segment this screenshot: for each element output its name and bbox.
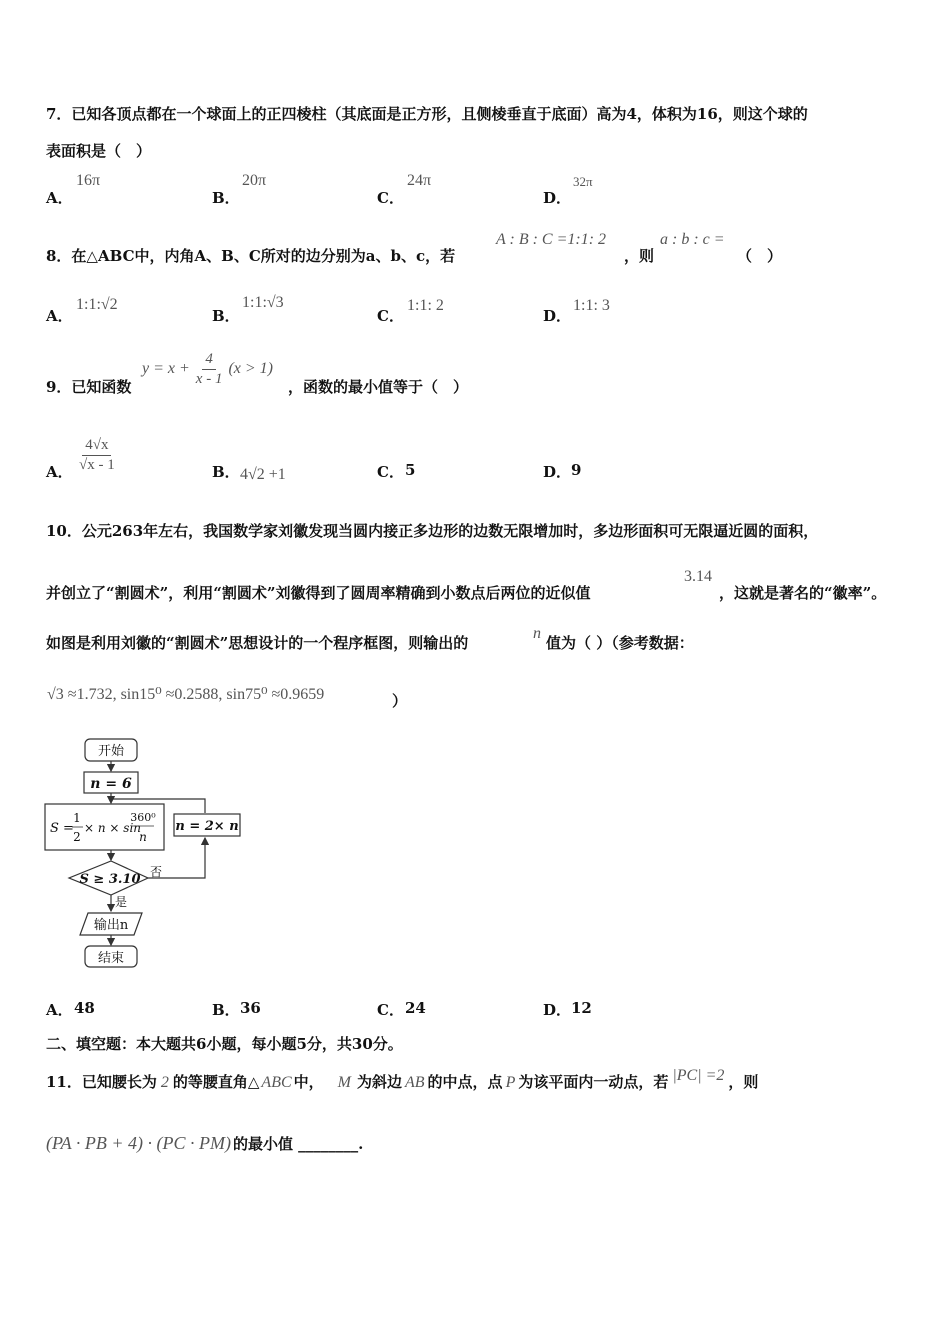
q9-option-a-label: A． [46, 463, 73, 481]
q10-option-d-label: D． [543, 1001, 572, 1019]
q9-stem-part1: 9．已知函数 [46, 378, 132, 396]
q9-option-b-label: B． [212, 463, 240, 481]
q8-option-a-label: A． [46, 307, 73, 325]
q8-side-ratio: a : b : c = [660, 231, 725, 248]
q10-flowchart [40, 735, 250, 975]
q9-function-denominator: x - 1 [195, 370, 223, 387]
q10-option-a-value: 48 [74, 999, 95, 1017]
q10-option-c-label: C． [377, 1001, 404, 1019]
q10-stem-line3b: 值为（ ）（参考数据： [546, 634, 694, 652]
q11-text-8: 的最小值 ________. [232, 1135, 364, 1153]
q8-option-d-label: D． [543, 307, 572, 325]
q7-stem-line1: 7．已知各顶点都在一个球面上的正四棱柱（其底面是正方形，且侧棱垂直于底面）高为4，体积为16，则这个球的 [46, 105, 808, 123]
q11-math-ab: AB [405, 1074, 425, 1091]
q9-option-d-label: D． [543, 463, 572, 481]
q11-math-pc: |PC| =2 [672, 1067, 725, 1084]
q10-option-b-value: 36 [240, 999, 261, 1017]
q7-option-b-value: 20π [242, 172, 267, 189]
q9-stem-part2: ，函数的最小值等于（ ） [288, 378, 469, 396]
q7-option-d-value: 32π [573, 174, 593, 189]
q8-option-b-label: B． [212, 307, 240, 325]
q9-function-fraction [193, 350, 226, 389]
q9-option-c-value: 5 [405, 461, 416, 479]
q9-option-a-denominator: √x - 1 [79, 456, 115, 473]
flowchart-formula-angle-num: 360⁰ [130, 811, 156, 824]
q9-option-c-label: C． [377, 463, 404, 481]
q8-option-c-label: C． [377, 307, 404, 325]
flowchart-no-label: 否 [150, 865, 163, 879]
q7-stem-line2: 表面积是（ ） [46, 142, 152, 160]
q7-option-c-label: C． [377, 189, 404, 207]
q11-text-3: 中， [293, 1073, 324, 1091]
q7-option-b-label: B． [212, 189, 240, 207]
flowchart-formula-half-den: 2 [73, 830, 81, 844]
flowchart-output-text: 输出n [93, 918, 129, 933]
q8-option-d-value: 1:1: 3 [573, 297, 610, 314]
q10-reference-data: √3 ≈1.732, sin15⁰ ≈0.2588, sin75⁰ ≈0.9659 [47, 686, 325, 703]
q9-option-d-value: 9 [571, 461, 582, 479]
flowchart-init-text: n = 6 [90, 776, 132, 792]
q8-option-c-value: 1:1: 2 [407, 297, 444, 314]
q10-option-b-label: B． [212, 1001, 240, 1019]
q10-stem-line2b: ，这就是著名的“徽率”。 [719, 584, 887, 602]
q8-stem-part3: （ ） [737, 247, 783, 265]
flowchart-yes-label: 是 [115, 895, 128, 909]
q7-option-d-label: D． [543, 189, 572, 207]
q11-expression: (PA · PB + 4) · (PC · PM) [46, 1133, 231, 1153]
q11-math-leg: 2 [160, 1074, 169, 1091]
flowchart-end-text: 结束 [97, 951, 125, 966]
q11-text-7: ，则 [728, 1073, 759, 1091]
section-title: 二、填空题：本大题共6小题，每小题5分，共30分。 [46, 1035, 403, 1053]
q9-option-a-numerator: 4√x [82, 436, 111, 456]
flowchart-condition-text: S ≥ 3.10 [79, 872, 141, 887]
q10-stem-line2a: 并创立了“割圆术”，利用“割圆术”刘徽得到了圆周率精确到小数点后两位的近似值 [46, 584, 591, 602]
q7-option-c-value: 24π [407, 172, 432, 189]
q9-function-numerator: 4 [202, 350, 216, 370]
q9-option-a-value [76, 436, 118, 475]
q11-text-4: 为斜边 [356, 1073, 402, 1091]
flowchart-start-text: 开始 [97, 744, 125, 759]
q11-math-m: M [337, 1074, 351, 1091]
q11-text-5: 的中点，点 [427, 1073, 503, 1091]
q8-option-b-value: 1:1:√3 [242, 294, 284, 311]
q11-text-6: 为该平面内一动点，若 [518, 1073, 669, 1091]
q11-stem-line2 [46, 1133, 363, 1154]
q10-option-d-value: 12 [571, 999, 592, 1017]
q11-math-p: P [505, 1074, 516, 1091]
q10-stem-line1: 10．公元263年左右，我国数学家刘徽发现当圆内接正多边形的边数无限增加时，多边形面积可无限逼近圆的面积， [46, 522, 819, 540]
q11-text-1: 11．已知腰长为 [46, 1073, 157, 1091]
q10-stem-line3a: 如图是利用刘徽的“割圆术”思想设计的一个程序框图，则输出的 [46, 634, 469, 652]
q8-stem-part2: ，则 [624, 247, 655, 265]
q8-option-a-value: 1:1:√2 [76, 296, 118, 313]
q10-var-n: n [533, 625, 541, 642]
q10-reference-close: ） [392, 692, 408, 710]
q9-function [142, 350, 273, 389]
flowchart-formula-s: S = [50, 821, 74, 836]
flowchart-formula-mid: × n × sin [84, 821, 142, 835]
q9-option-b-value: 4√2 +1 [240, 466, 286, 483]
flowchart-update-text: n = 2× n [175, 819, 239, 834]
q9-function-lhs: y = x + [142, 360, 190, 378]
q8-angle-ratio: A : B : C =1:1: 2 [496, 231, 607, 248]
flowchart-formula-half-num: 1 [73, 811, 81, 825]
q8-stem-part1: 8．在△ABC中，内角A、B、C所对的边分别为a、b、c，若 [46, 247, 456, 265]
q10-option-c-value: 24 [405, 999, 426, 1017]
q9-option-a-fraction [76, 436, 118, 475]
q11-text-2: 的等腰直角△ [172, 1073, 260, 1091]
q7-option-a-value: 16π [76, 172, 101, 189]
q10-pi-approx: 3.14 [684, 568, 712, 585]
q10-option-a-label: A． [46, 1001, 73, 1019]
q9-function-condition: (x > 1) [228, 360, 274, 378]
q11-stem-line1 [46, 1067, 759, 1092]
flowchart-formula-angle-den: n [139, 830, 147, 844]
q11-math-triangle: ABC [261, 1074, 292, 1091]
q7-option-a-label: A． [46, 189, 73, 207]
